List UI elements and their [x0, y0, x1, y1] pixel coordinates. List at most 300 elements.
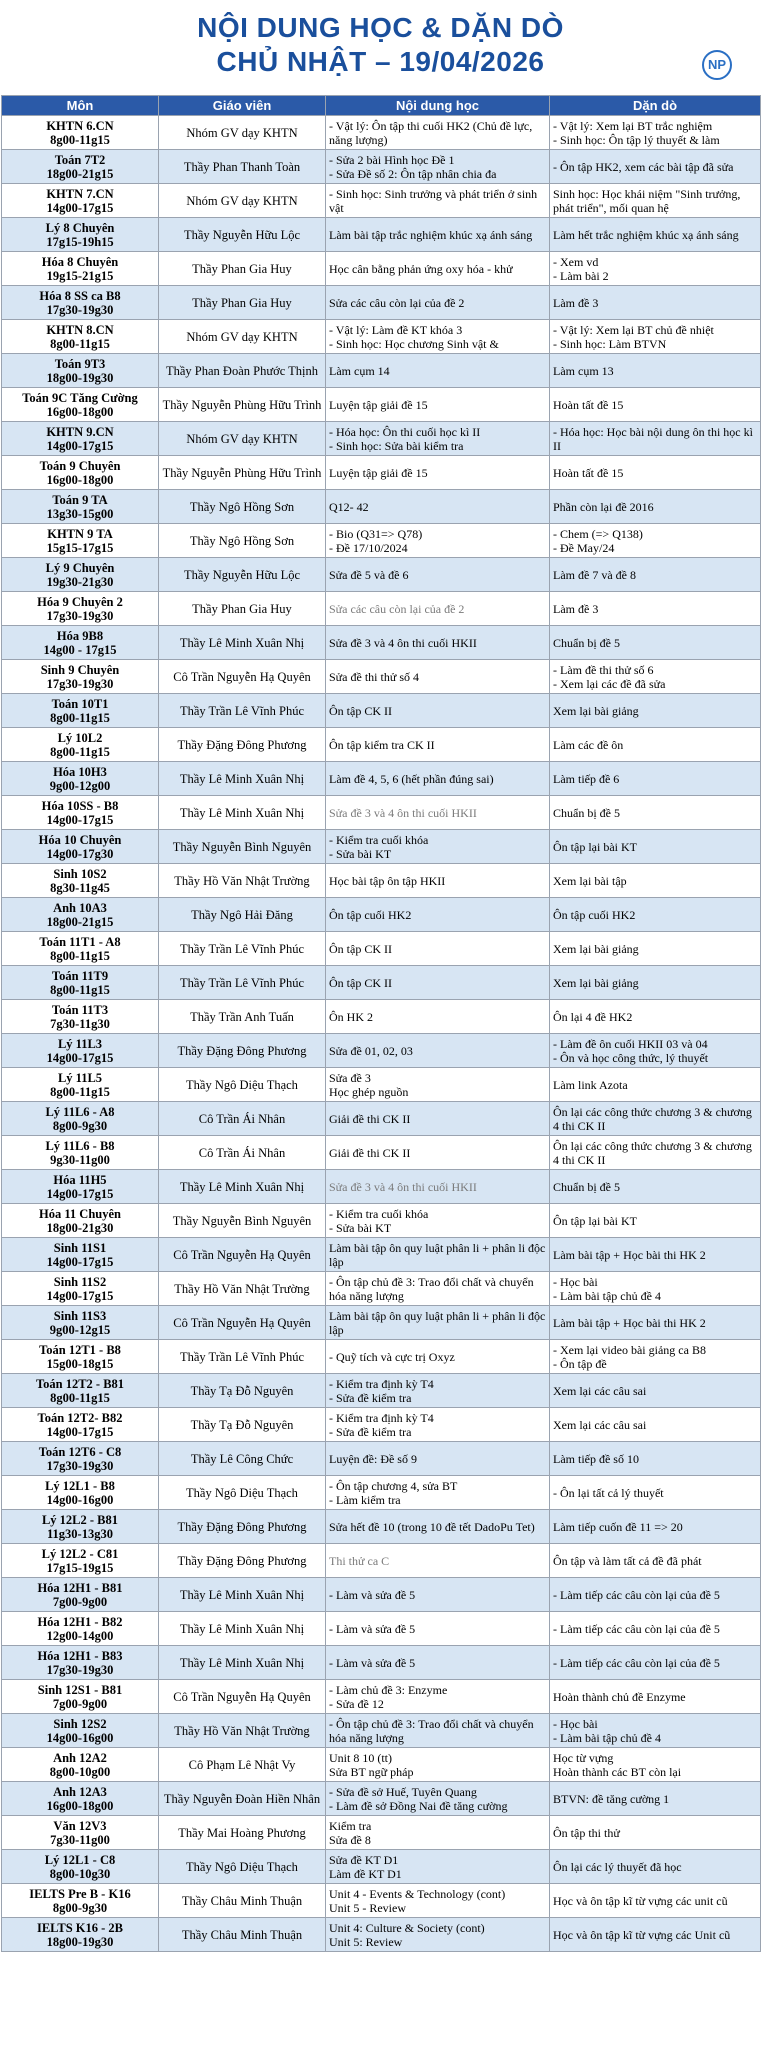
homework-cell	[550, 1612, 761, 1646]
teacher-cell	[159, 1544, 326, 1578]
homework-cell-text: Ôn tập và làm tất cả đề đã phát	[553, 1553, 702, 1568]
page-header	[0, 0, 761, 88]
subject-cell-text: IELTS K16 - 2B 18g00-19g30	[36, 1920, 124, 1949]
subject-cell-text: Toán 11T9 8g00-11g15	[50, 968, 110, 997]
table-row	[2, 1306, 761, 1340]
content-cell-text: Ôn tập kiểm tra CK II	[329, 737, 435, 752]
homework-cell-text: Làm cụm 13	[553, 363, 614, 378]
homework-cell	[550, 830, 761, 864]
homework-cell-text: Xem lại bài giảng	[553, 941, 639, 956]
homework-cell	[550, 796, 761, 830]
teacher-cell	[159, 116, 326, 150]
content-cell-text: Sửa đề 3 và 4 ôn thi cuối HKII	[329, 635, 477, 650]
content-cell-text: Unit 4: Culture & Society (cont) Unit 5: Review	[329, 1920, 485, 1949]
teacher-cell	[159, 898, 326, 932]
teacher-cell-text: Thầy Nguyễn Hữu Lộc	[183, 567, 301, 582]
table-row	[2, 116, 761, 150]
content-cell-text: Ôn tập CK II	[329, 975, 392, 990]
teacher-cell-text: Thầy Ngô Hồng Sơn	[189, 499, 295, 514]
subject-cell	[2, 1272, 159, 1306]
teacher-cell	[159, 1714, 326, 1748]
content-cell-text: - Làm và sửa đề 5	[329, 1621, 416, 1636]
table-row	[2, 1544, 761, 1578]
subject-cell-text: KHTN 7.CN 14g00-17g15	[46, 186, 114, 215]
table-row	[2, 252, 761, 286]
subject-cell	[2, 1000, 159, 1034]
content-cell-text: - Hóa học: Ôn thi cuối học kì II - Sinh học: Sửa bài kiểm tra	[329, 424, 481, 453]
content-cell-text: Ôn tập CK II	[329, 941, 392, 956]
content-cell-text: Sửa đề 5 và đề 6	[329, 567, 409, 582]
teacher-cell	[159, 1136, 326, 1170]
teacher-cell	[159, 864, 326, 898]
teacher-cell-text: Thầy Nguyễn Hữu Lộc	[183, 227, 301, 242]
table-row	[2, 1068, 761, 1102]
subject-cell	[2, 1102, 159, 1136]
table-row	[2, 1918, 761, 1952]
content-cell	[326, 1918, 550, 1952]
teacher-cell-text: Thầy Phan Thanh Toàn	[183, 159, 301, 174]
content-cell	[326, 864, 550, 898]
content-cell-text: Học cân bằng phản ứng oxy hóa - khử	[329, 261, 513, 276]
homework-cell	[550, 864, 761, 898]
subject-cell	[2, 1612, 159, 1646]
teacher-cell-text: Nhóm GV dạy KHTN	[186, 125, 298, 140]
homework-cell	[550, 1102, 761, 1136]
homework-cell	[550, 558, 761, 592]
homework-cell	[550, 1272, 761, 1306]
homework-cell-text: Học và ôn tập kĩ từ vựng các unit cũ	[553, 1893, 728, 1908]
content-cell-text: - Kiểm tra định kỳ T4 - Sửa đề kiểm tra	[329, 1376, 434, 1405]
content-cell	[326, 1442, 550, 1476]
subject-cell	[2, 762, 159, 796]
homework-cell	[550, 456, 761, 490]
teacher-cell	[159, 932, 326, 966]
subject-cell-text: Hóa 12H1 - B81 7g00-9g00	[37, 1580, 123, 1609]
subject-cell-text: Toán 9T3 18g00-19g30	[46, 356, 114, 385]
teacher-cell-text: Thầy Ngô Diệu Thạch	[186, 1859, 298, 1874]
content-cell	[326, 1102, 550, 1136]
homework-cell	[550, 592, 761, 626]
homework-cell-text: - Làm tiếp các câu còn lại của đề 5	[553, 1587, 720, 1602]
subject-cell-text: Toán 11T3 7g30-11g30	[50, 1002, 110, 1031]
table-row	[2, 898, 761, 932]
subject-cell	[2, 1170, 159, 1204]
subject-cell-text: Toán 9 Chuyên 16g00-18g00	[39, 458, 121, 487]
teacher-cell-text: Thầy Trần Lê Vĩnh Phúc	[179, 975, 305, 990]
homework-cell	[550, 422, 761, 456]
content-cell-text: Sửa đề 3 và 4 ôn thi cuối HKII	[329, 1179, 477, 1194]
content-cell	[326, 1306, 550, 1340]
subject-cell-text: Sinh 12S1 - B81 7g00-9g00	[37, 1682, 123, 1711]
content-cell	[326, 694, 550, 728]
content-cell	[326, 388, 550, 422]
homework-cell	[550, 762, 761, 796]
subject-cell-text: Anh 12A3 16g00-18g00	[46, 1784, 114, 1813]
teacher-cell	[159, 388, 326, 422]
subject-cell	[2, 354, 159, 388]
subject-cell-text: Lý 8 Chuyên 17g15-19h15	[45, 220, 115, 249]
teacher-cell	[159, 1748, 326, 1782]
subject-cell-text: Hóa 9 Chuyên 2 17g30-19g30	[37, 594, 123, 623]
content-cell	[326, 762, 550, 796]
teacher-cell-text: Thầy Ngô Diệu Thạch	[186, 1077, 298, 1092]
teacher-cell-text: Thầy Ngô Hồng Sơn	[189, 533, 295, 548]
content-cell	[326, 1068, 550, 1102]
table-row	[2, 1782, 761, 1816]
table-body	[2, 116, 761, 1952]
teacher-cell	[159, 796, 326, 830]
teacher-cell-text: Thầy Hồ Văn Nhật Trường	[174, 873, 310, 888]
teacher-cell	[159, 728, 326, 762]
content-cell	[326, 320, 550, 354]
subject-cell	[2, 1748, 159, 1782]
homework-cell-text: Sinh học: Học khái niệm "Sinh trưởng, phát triển", mối quan hệ	[553, 186, 741, 215]
homework-cell	[550, 1238, 761, 1272]
subject-cell	[2, 1408, 159, 1442]
content-cell	[326, 1408, 550, 1442]
homework-cell	[550, 116, 761, 150]
teacher-cell-text: Thầy Nguyễn Phùng Hữu Trình	[162, 465, 322, 480]
content-cell-text: - Kiểm tra định kỳ T4 - Sửa đề kiểm tra	[329, 1410, 434, 1439]
table-row	[2, 1374, 761, 1408]
subject-cell	[2, 1442, 159, 1476]
subject-cell-text: Lý 12L1 - B8 14g00-16g00	[45, 1478, 115, 1507]
homework-cell-text: - Học bài - Làm bài tập chủ đề 4	[553, 1716, 661, 1745]
content-cell	[326, 1272, 550, 1306]
content-cell-text: Làm bài tập ôn quy luật phân li + phân li độc lập	[329, 1308, 546, 1337]
table-row	[2, 1748, 761, 1782]
teacher-cell-text: Thầy Phan Đoàn Phước Thịnh	[165, 363, 319, 378]
teacher-cell	[159, 1272, 326, 1306]
subject-cell	[2, 422, 159, 456]
subject-cell-text: KHTN 8.CN 8g00-11g15	[46, 322, 114, 351]
teacher-cell	[159, 456, 326, 490]
subject-cell	[2, 1782, 159, 1816]
content-cell	[326, 116, 550, 150]
column-header-mon: Môn	[2, 96, 159, 116]
subject-cell-text: Toán 9C Tăng Cường 16g00-18g00	[22, 390, 138, 419]
subject-cell	[2, 1034, 159, 1068]
table-row	[2, 1510, 761, 1544]
content-cell	[326, 728, 550, 762]
homework-cell	[550, 966, 761, 1000]
subject-cell	[2, 1544, 159, 1578]
teacher-cell-text: Thầy Phan Gia Huy	[192, 295, 292, 310]
homework-cell-text: - Làm tiếp các câu còn lại của đề 5	[553, 1655, 720, 1670]
homework-cell	[550, 252, 761, 286]
content-cell-text: Q12- 42	[329, 499, 369, 514]
teacher-cell-text: Thầy Lê Minh Xuân Nhị	[179, 805, 305, 820]
content-cell	[326, 898, 550, 932]
teacher-cell	[159, 626, 326, 660]
homework-cell-text: Làm tiếp đề 6	[553, 771, 620, 786]
homework-cell-text: Làm tiếp đề số 10	[553, 1451, 639, 1466]
homework-cell	[550, 932, 761, 966]
homework-cell	[550, 388, 761, 422]
teacher-cell	[159, 966, 326, 1000]
homework-cell	[550, 1816, 761, 1850]
subject-cell	[2, 1578, 159, 1612]
subject-cell-text: KHTN 9 TA 15g15-17g15	[46, 526, 114, 555]
homework-cell	[550, 1000, 761, 1034]
teacher-cell-text: Thầy Lê Minh Xuân Nhị	[179, 1655, 305, 1670]
subject-cell	[2, 1374, 159, 1408]
teacher-cell-text: Thầy Lê Minh Xuân Nhị	[179, 1179, 305, 1194]
teacher-cell	[159, 660, 326, 694]
subject-cell	[2, 184, 159, 218]
content-cell-text: - Kiểm tra cuối khóa - Sửa bài KT	[329, 1206, 429, 1235]
subject-cell	[2, 1340, 159, 1374]
table-row	[2, 694, 761, 728]
homework-cell-text: Làm các đề ôn	[553, 737, 624, 752]
teacher-cell-text: Cô Trần Ái Nhân	[198, 1145, 286, 1160]
content-cell-text: - Ôn tập chủ đề 3: Trao đổi chất và chuyển hóa năng lượng	[329, 1716, 534, 1745]
homework-cell	[550, 1748, 761, 1782]
table-row	[2, 660, 761, 694]
content-cell	[326, 1374, 550, 1408]
teacher-cell	[159, 1034, 326, 1068]
subject-cell-text: Lý 11L3 14g00-17g15	[46, 1036, 114, 1065]
homework-cell-text: - Xem lại video bài giảng ca B8 - Ôn tập đề	[553, 1342, 706, 1371]
table-row	[2, 1272, 761, 1306]
content-cell-text: Ôn HK 2	[329, 1009, 373, 1024]
subject-cell-text: Hóa 10 Chuyên 14g00-17g30	[38, 832, 122, 861]
homework-cell-text: Ôn lại các công thức chương 3 & chương 4 thi CK II	[553, 1138, 752, 1167]
content-cell-text: Giải đề thi CK II	[329, 1111, 411, 1126]
teacher-cell-text: Thầy Lê Minh Xuân Nhị	[179, 771, 305, 786]
homework-cell	[550, 1884, 761, 1918]
table-row	[2, 1238, 761, 1272]
teacher-cell-text: Nhóm GV dạy KHTN	[186, 431, 298, 446]
content-cell	[326, 286, 550, 320]
subject-cell-text: Sinh 9 Chuyên 17g30-19g30	[40, 662, 120, 691]
content-cell-text: Luyện tập giải đề 15	[329, 397, 428, 412]
teacher-cell-text: Thầy Đặng Đông Phương	[177, 737, 307, 752]
table-row	[2, 1714, 761, 1748]
teacher-cell	[159, 1442, 326, 1476]
content-cell	[326, 1612, 550, 1646]
subject-cell-text: Lý 9 Chuyên 19g30-21g30	[45, 560, 115, 589]
page-date: CHỦ NHẬT – 19/04/2026	[216, 46, 545, 77]
teacher-cell	[159, 1918, 326, 1952]
homework-cell	[550, 728, 761, 762]
subject-cell	[2, 524, 159, 558]
homework-cell-text: - Làm tiếp các câu còn lại của đề 5	[553, 1621, 720, 1636]
homework-cell	[550, 1782, 761, 1816]
subject-cell-text: Sinh 12S2 14g00-16g00	[46, 1716, 114, 1745]
homework-cell-text: - Ôn tập HK2, xem các bài tập đã sửa	[553, 159, 734, 174]
subject-cell	[2, 1306, 159, 1340]
homework-cell-text: - Học bài - Làm bài tập chủ đề 4	[553, 1274, 661, 1303]
teacher-cell	[159, 1782, 326, 1816]
homework-cell	[550, 1510, 761, 1544]
subject-cell	[2, 1238, 159, 1272]
subject-cell-text: Anh 12A2 8g00-10g00	[49, 1750, 111, 1779]
content-cell-text: - Vật lý: Làm đề KT khóa 3 - Sinh học: Học chương Sinh vật &	[329, 322, 499, 351]
subject-cell	[2, 388, 159, 422]
teacher-cell	[159, 524, 326, 558]
subject-cell-text: Hóa 8 Chuyên 19g15-21g15	[41, 254, 119, 283]
logo-mark: NP	[702, 50, 732, 80]
teacher-cell-text: Thầy Lê Minh Xuân Nhị	[179, 1587, 305, 1602]
table-header-row	[2, 96, 761, 116]
table-row	[2, 1102, 761, 1136]
homework-cell	[550, 184, 761, 218]
teacher-cell-text: Thầy Hồ Văn Nhật Trường	[174, 1281, 310, 1296]
subject-cell	[2, 660, 159, 694]
teacher-cell-text: Thầy Trần Lê Vĩnh Phúc	[179, 941, 305, 956]
homework-cell-text: Xem lại các câu sai	[553, 1383, 647, 1398]
teacher-cell	[159, 1578, 326, 1612]
homework-cell-text: Chuẩn bị đề 5	[553, 635, 620, 650]
content-cell	[326, 490, 550, 524]
subject-cell-text: Hóa 11H5 14g00-17g15	[46, 1172, 114, 1201]
teacher-cell-text: Thầy Lê Công Chức	[190, 1451, 294, 1466]
subject-cell-text: Lý 11L5 8g00-11g15	[50, 1070, 110, 1099]
content-cell	[326, 592, 550, 626]
subject-cell	[2, 796, 159, 830]
subject-cell-text: Lý 12L2 - C81 17g15-19g15	[41, 1546, 119, 1575]
content-cell	[326, 1136, 550, 1170]
content-cell-text: Làm đề 4, 5, 6 (hết phần đúng sai)	[329, 771, 494, 786]
subject-cell	[2, 1850, 159, 1884]
homework-cell	[550, 1034, 761, 1068]
teacher-cell-text: Thầy Ngô Diệu Thạch	[186, 1485, 298, 1500]
teacher-cell	[159, 1476, 326, 1510]
subject-cell-text: Toán 11T1 - A8 8g00-11g15	[39, 934, 121, 963]
table-row	[2, 558, 761, 592]
content-cell-text: Sửa các câu còn lại của đề 2	[329, 295, 465, 310]
teacher-cell-text: Nhóm GV dạy KHTN	[186, 193, 298, 208]
teacher-cell	[159, 354, 326, 388]
homework-cell-text: Làm đề 3	[553, 601, 599, 616]
content-cell-text: Kiểm tra Sửa đề 8	[329, 1818, 372, 1847]
teacher-cell	[159, 1204, 326, 1238]
subject-cell	[2, 1680, 159, 1714]
subject-cell-text: Lý 12L2 - B81 11g30-13g30	[41, 1512, 119, 1541]
table-row	[2, 1136, 761, 1170]
homework-cell	[550, 150, 761, 184]
teacher-cell-text: Cô Phạm Lê Nhật Vy	[188, 1757, 296, 1772]
teacher-cell-text: Thầy Tạ Đỗ Nguyên	[190, 1383, 294, 1398]
table-row	[2, 286, 761, 320]
homework-cell	[550, 1850, 761, 1884]
content-cell-text: - Vật lý: Ôn tập thi cuối HK2 (Chủ đề lực, năng lượng)	[329, 118, 533, 147]
content-cell	[326, 1510, 550, 1544]
teacher-cell-text: Thầy Trần Lê Vĩnh Phúc	[179, 703, 305, 718]
homework-cell-text: BTVN: đề tăng cường 1	[553, 1791, 670, 1806]
teacher-cell	[159, 218, 326, 252]
subject-cell-text: Hóa 10SS - B8 14g00-17g15	[41, 798, 119, 827]
content-cell-text: - Sửa đề sở Huế, Tuyên Quang - Làm đề sở Đồng Nai đề tăng cường	[329, 1784, 508, 1813]
subject-cell-text: Hóa 8 SS ca B8 17g30-19g30	[39, 288, 121, 317]
subject-cell	[2, 150, 159, 184]
subject-cell	[2, 1816, 159, 1850]
homework-cell-text: Xem lại bài giảng	[553, 703, 639, 718]
teacher-cell	[159, 1238, 326, 1272]
homework-cell-text: - Xem vd - Làm bài 2	[553, 254, 609, 283]
homework-cell-text: Xem lại các câu sai	[553, 1417, 647, 1432]
content-cell-text: Unit 4 - Events & Technology (cont) Unit 5 - Review	[329, 1886, 506, 1915]
teacher-cell-text: Thầy Nguyễn Phùng Hữu Trình	[162, 397, 322, 412]
teacher-cell	[159, 1374, 326, 1408]
content-cell	[326, 150, 550, 184]
table-row	[2, 1408, 761, 1442]
subject-cell	[2, 1068, 159, 1102]
homework-cell	[550, 1646, 761, 1680]
content-cell-text: Làm cụm 14	[329, 363, 390, 378]
teacher-cell-text: Thầy Tạ Đỗ Nguyên	[190, 1417, 294, 1432]
subject-cell	[2, 1646, 159, 1680]
homework-cell	[550, 1578, 761, 1612]
subject-cell	[2, 1476, 159, 1510]
content-cell	[326, 422, 550, 456]
homework-cell-text: - Làm đề ôn cuối HKII 03 và 04 - Ôn và học công thức, lý thuyết	[553, 1036, 709, 1065]
homework-cell-text: Hoàn thành chủ đề Enzyme	[553, 1689, 686, 1704]
homework-cell-text: - Vật lý: Xem lại BT chủ đề nhiệt - Sinh học: Làm BTVN	[553, 322, 714, 351]
column-header-noi-dung: Nội dung học	[326, 96, 550, 116]
teacher-cell-text: Thầy Châu Minh Thuận	[181, 1893, 303, 1908]
content-cell-text: Thi thử ca C	[329, 1553, 390, 1568]
subject-cell-text: Toán 12T2- B82 14g00-17g15	[37, 1410, 123, 1439]
school-logo	[696, 50, 740, 90]
teacher-cell-text: Thầy Hồ Văn Nhật Trường	[174, 1723, 310, 1738]
homework-cell-text: Làm bài tập + Học bài thi HK 2	[553, 1247, 706, 1262]
teacher-cell	[159, 422, 326, 456]
content-cell-text: Ôn tập CK II	[329, 703, 392, 718]
subject-cell	[2, 218, 159, 252]
table-row	[2, 1680, 761, 1714]
subject-cell	[2, 1884, 159, 1918]
teacher-cell	[159, 762, 326, 796]
homework-cell	[550, 1544, 761, 1578]
content-cell	[326, 1816, 550, 1850]
subject-cell-text: Toán 10T1 8g00-11g15	[50, 696, 110, 725]
homework-cell	[550, 660, 761, 694]
teacher-cell-text: Thầy Phan Gia Huy	[192, 261, 292, 276]
subject-cell	[2, 864, 159, 898]
content-cell	[326, 1646, 550, 1680]
content-cell-text: Unit 8 10 (tt) Sửa BT ngữ pháp	[329, 1750, 414, 1779]
content-cell	[326, 1000, 550, 1034]
teacher-cell	[159, 1306, 326, 1340]
homework-cell	[550, 1918, 761, 1952]
teacher-cell	[159, 1408, 326, 1442]
table-row	[2, 966, 761, 1000]
content-cell-text: Giải đề thi CK II	[329, 1145, 411, 1160]
content-cell	[326, 1476, 550, 1510]
teacher-cell-text: Thầy Lê Minh Xuân Nhị	[179, 635, 305, 650]
teacher-cell	[159, 286, 326, 320]
teacher-cell	[159, 184, 326, 218]
content-cell	[326, 626, 550, 660]
teacher-cell-text: Thầy Châu Minh Thuận	[181, 1927, 303, 1942]
teacher-cell-text: Cô Trần Nguyễn Hạ Quyên	[173, 1689, 311, 1704]
subject-cell-text: Sinh 10S2 8g30-11g45	[50, 866, 110, 895]
table-row	[2, 218, 761, 252]
subject-cell	[2, 966, 159, 1000]
table-row	[2, 932, 761, 966]
content-cell	[326, 660, 550, 694]
content-cell	[326, 354, 550, 388]
teacher-cell	[159, 1884, 326, 1918]
teacher-cell	[159, 694, 326, 728]
table-row	[2, 320, 761, 354]
column-header-dan-do: Dặn dò	[550, 96, 761, 116]
teacher-cell-text: Cô Trần Nguyễn Hạ Quyên	[173, 1247, 311, 1262]
subject-cell-text: KHTN 9.CN 14g00-17g15	[46, 424, 114, 453]
homework-cell-text: Làm đề 7 và đề 8	[553, 567, 636, 582]
